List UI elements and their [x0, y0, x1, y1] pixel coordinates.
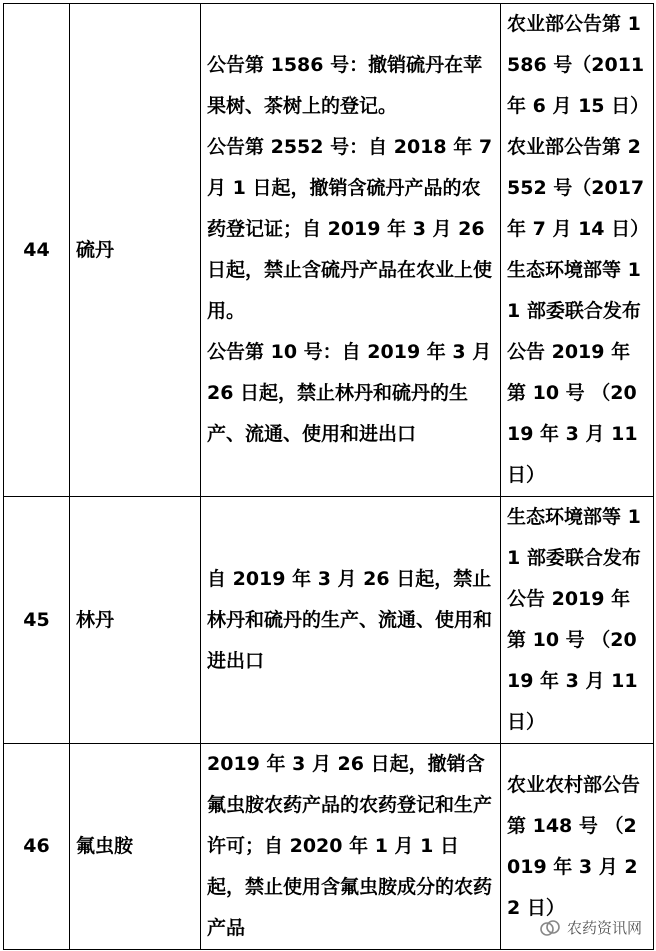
wechat-official-account-icon — [539, 919, 561, 937]
detail-paragraph: 公告第 10 号：自 2019 年 3 月 26 日起，禁止林丹和硫丹的生产、流通、使用和进出口 — [207, 341, 492, 445]
pesticide-name: 林丹 — [70, 497, 201, 744]
ban-details — [201, 744, 501, 950]
announcement-source: 生态环境部等 11 部委联合发布公告 2019 年 第 10 号 （2019 年 3 月 11 日） — [501, 497, 654, 744]
pesticide-name: 氟虫胺 — [70, 744, 201, 950]
detail-paragraph: 公告第 1586 号：撤销硫丹在苹果树、茶树上的登记。 — [207, 54, 483, 117]
detail-paragraph: 自 2019 年 3 月 26 日起，禁止林丹和硫丹的生产、流通、使用和进出口 — [207, 567, 493, 672]
pesticide-ban-table — [3, 3, 654, 950]
pesticide-name: 硫丹 — [70, 4, 201, 497]
ban-details — [201, 4, 501, 497]
row-number: 45 — [4, 497, 70, 744]
row-number: 44 — [4, 4, 70, 497]
table-row — [4, 497, 654, 744]
watermark-text: 农药资讯网 — [566, 919, 642, 937]
detail-paragraph: 公告第 2552 号：自 2018 年 7 月 1 日起，撤销含硫丹产品的农药登记证；自 2019 年 3 月 26 日起，禁止含硫丹产品在农业上使用。 — [207, 136, 493, 322]
announcement-source: 农业农村部公告第 148 号 （2019 年 3 月 22 日） — [501, 744, 654, 950]
announcement-source: 农业部公告第 1586 号（2011 年 6 月 15 日）农业部公告第 2552 号（2017 年 7 月 14 日）生态环境部等 11 部委联合发布公告 2019 年 第 10 号 （2019 年 3 月 11 日） — [501, 4, 654, 497]
detail-paragraph: 2019 年 3 月 26 日起，撤销含氟虫胺农药产品的农药登记和生产许可；自 2020 年 1 月 1 日起，禁止使用含氟虫胺成分的农药产品 — [207, 753, 493, 939]
watermark — [539, 917, 642, 938]
table-row — [4, 4, 654, 497]
row-number: 46 — [4, 744, 70, 950]
ban-details — [201, 497, 501, 744]
